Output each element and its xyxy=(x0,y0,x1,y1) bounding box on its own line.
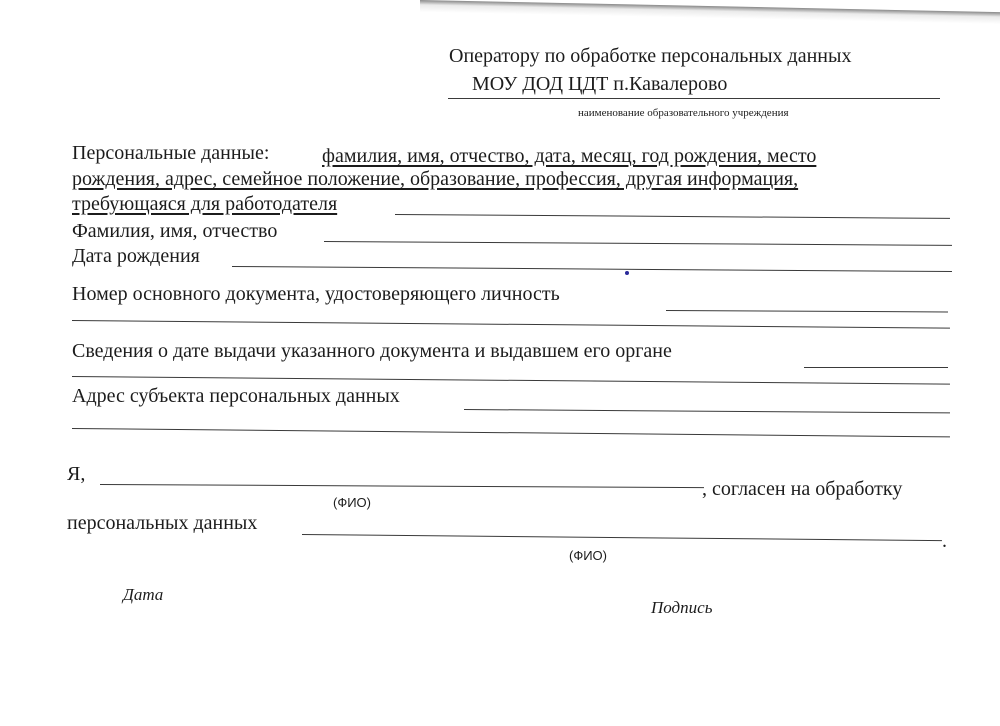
date-label: Дата xyxy=(123,585,164,604)
consent-name-field[interactable] xyxy=(100,484,704,488)
personal-data-line-3: требующаяся для работодателя xyxy=(72,193,338,215)
consent-name-caption: (ФИО) xyxy=(333,495,371,510)
issue-info-field-line-2[interactable] xyxy=(72,376,950,385)
organization-caption: наименование образовательного учреждения xyxy=(578,107,789,119)
full-name-label: Фамилия, имя, отчество xyxy=(72,220,278,242)
birth-date-label: Дата рождения xyxy=(72,245,200,267)
consent-name-caption-2: (ФИО) xyxy=(569,548,607,563)
consent-name-field-2[interactable] xyxy=(302,534,942,541)
scan-edge-shadow xyxy=(420,0,1000,24)
issue-info-label: Сведения о дате выдачи указанного документа и выдавшем его органе xyxy=(72,340,672,362)
consent-prefix: Я, xyxy=(67,463,86,485)
id-document-label: Номер основного документа, удостоверяющего личность xyxy=(72,283,560,305)
address-field[interactable] xyxy=(464,409,950,413)
personal-data-line-2: рождения, адрес, семейное положение, образование, профессия, другая информация, xyxy=(72,168,799,190)
address-label: Адрес субъекта персональных данных xyxy=(72,385,400,407)
birth-date-field[interactable] xyxy=(232,266,952,272)
full-name-field[interactable] xyxy=(324,241,952,246)
personal-data-line-1: фамилия, имя, отчество, дата, месяц, год рождения, место xyxy=(322,145,817,167)
personal-data-fill-line xyxy=(395,214,950,219)
id-document-field[interactable] xyxy=(666,310,948,312)
issue-info-field[interactable] xyxy=(804,367,948,368)
ink-dot xyxy=(625,271,629,275)
consent-line2-end: . xyxy=(942,530,947,552)
consent-suffix: , согласен на обработку xyxy=(702,478,903,500)
header-organization: МОУ ДОД ЦДТ п.Кавалерово xyxy=(472,73,728,95)
personal-data-label: Персональные данные: xyxy=(72,142,270,164)
header-recipient: Оператору по обработке персональных данных xyxy=(449,45,852,67)
organization-underline xyxy=(448,98,940,99)
address-field-line-2[interactable] xyxy=(72,428,950,437)
consent-line2-label: персональных данных xyxy=(67,512,258,534)
signature-label: Подпись xyxy=(651,598,713,617)
id-document-field-line-2[interactable] xyxy=(72,320,950,329)
